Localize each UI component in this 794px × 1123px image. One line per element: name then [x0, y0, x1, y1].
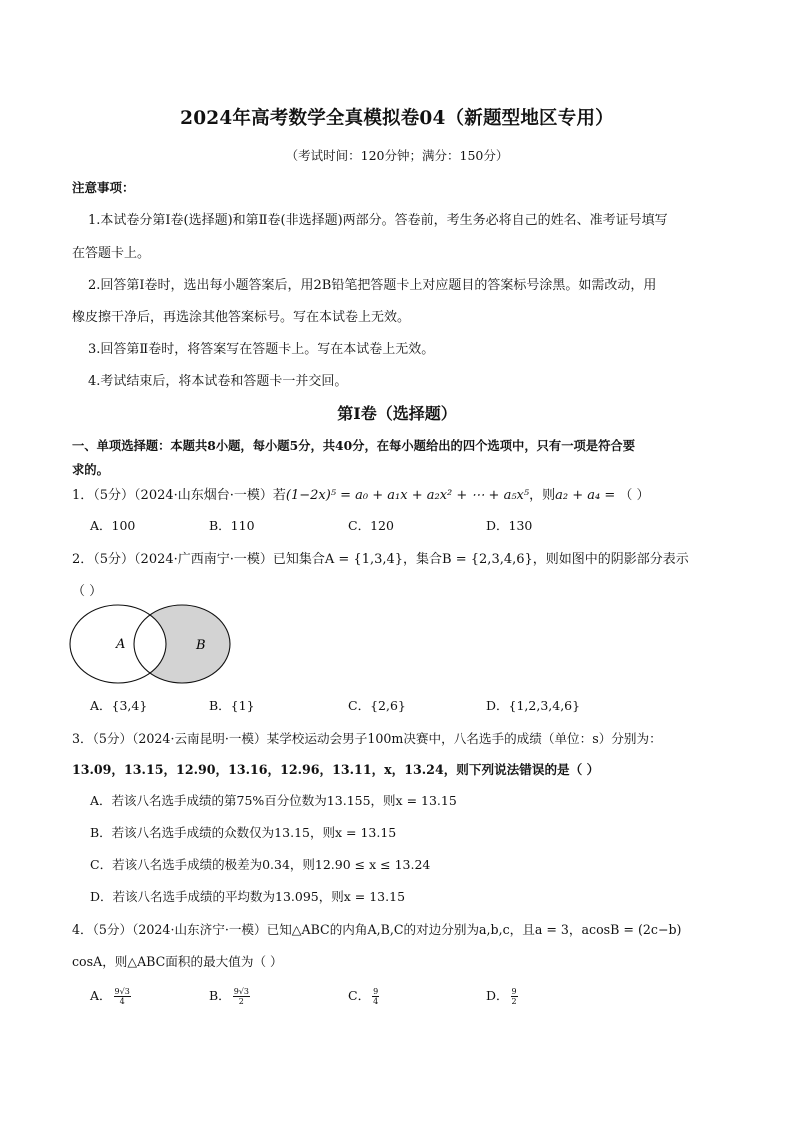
option-d: D．若该八名选手成绩的平均数为13.095，则x = 13.15: [90, 889, 406, 904]
question-3: 3．（5分）（2024·云南昆明·一模）某学校运动会男子100m决赛中，八名选手的成绩（单位：s）分别为：: [72, 731, 662, 746]
denominator: 2: [238, 997, 244, 1006]
math-expression: a₂ + a₄ =: [555, 488, 620, 503]
option-b: B．若该八名选手成绩的众数仅为13.15，则x = 13.15: [90, 825, 397, 840]
option-a: A．{3,4}: [90, 698, 148, 713]
question-4: 4．（5分）（2024·山东济宁·一模）已知△ABC的内角A,B,C的对边分别为a,b,c，且a = 3，acosB = (2c−b): [72, 922, 682, 937]
option-letter: D．: [486, 988, 509, 1003]
option-d: D．130: [486, 518, 533, 533]
answer-blank: （ ）: [72, 584, 103, 599]
option-a: A．100: [90, 518, 136, 533]
numerator: 9√3: [114, 987, 130, 996]
numerator: 9: [373, 987, 379, 996]
fraction: [511, 987, 518, 1006]
denominator: 4: [373, 997, 379, 1006]
question-stem: 1．（5分）（2024·山东烟台·一模）若: [72, 488, 286, 503]
section-title: 第Ⅰ卷（选择题）: [337, 404, 457, 423]
denominator: 2: [511, 997, 517, 1006]
option-letter: C．: [348, 988, 371, 1003]
option-c: C．若该八名选手成绩的极差为0.34，则12.90 ≤ x ≤ 13.24: [90, 857, 431, 872]
option-a: [90, 986, 131, 1006]
numerator: 9√3: [233, 987, 249, 996]
notice-line: 橡皮擦干净后，再选涂其他答案标号。写在本试卷上无效。: [72, 310, 411, 325]
option-b: [209, 986, 250, 1006]
question-2: 2．（5分）（2024·广西南宁·一模）已知集合A = {1,3,4}，集合B = {2,3,4,6}，则如图中的阴影部分表示: [72, 552, 689, 567]
option-letter: B．: [209, 988, 231, 1003]
option-d: D．{1,2,3,4,6}: [486, 698, 581, 713]
question-1: [72, 484, 650, 503]
notice-line: 在答题卡上。: [72, 246, 151, 261]
exam-info: （考试时间：120分钟；满分：150分）: [285, 148, 509, 163]
fraction: [372, 987, 379, 1006]
section-instruction: 一、单项选择题：本题共8小题，每小题5分，共40分，在每小题给出的四个选项中，只有一项是符合要: [72, 438, 635, 453]
notice-line: 2.回答第Ⅰ卷时，选出每小题答案后，用2B铅笔把答题卡上对应题目的答案标号涂黑。如需改动，用: [88, 278, 657, 293]
option-b: B．110: [209, 518, 255, 533]
math-expression: (1−2x)⁵ = a₀ + a₁x + a₂x² + ⋯ + a₅x⁵: [285, 488, 530, 503]
answer-blank: （ ）: [619, 488, 650, 503]
option-c: C．{2,6}: [348, 698, 406, 713]
option-d: [486, 986, 518, 1006]
section-instruction: 求的。: [72, 462, 109, 477]
fraction: [233, 987, 250, 1006]
fraction: [114, 987, 131, 1006]
notice-heading: 注意事项：: [72, 180, 135, 195]
notice-line: 1.本试卷分第Ⅰ卷(选择题)和第Ⅱ卷(非选择题)两部分。答卷前，考生务必将自己的姓名、准考证号填写: [88, 213, 668, 228]
set-b-label: B: [196, 638, 206, 653]
option-c: C．120: [348, 518, 394, 533]
notice-line: 4.考试结束后，将本试卷和答题卡一并交回。: [88, 374, 348, 389]
option-letter: A．: [90, 988, 112, 1003]
page-title: 2024年高考数学全真模拟卷04（新题型地区专用）: [180, 108, 614, 129]
option-c: [348, 986, 379, 1006]
numerator: 9: [511, 987, 517, 996]
question-3-data: 13.09，13.15，12.90，13.16，12.96，13.11，x，13.24，则下列说法错误的是（ ）: [72, 762, 600, 777]
question-stem: ，则: [529, 488, 556, 503]
venn-diagram: [68, 600, 238, 690]
set-a-label: A: [116, 637, 126, 652]
notice-line: 3.回答第Ⅱ卷时，将答案写在答题卡上。写在本试卷上无效。: [88, 342, 435, 357]
option-a: A．若该八名选手成绩的第75%百分位数为13.155，则x = 13.15: [90, 793, 457, 808]
option-b: B．{1}: [209, 698, 255, 713]
question-4-cont: cosA，则△ABC面积的最大值为（ ）: [72, 954, 283, 969]
denominator: 4: [119, 997, 125, 1006]
